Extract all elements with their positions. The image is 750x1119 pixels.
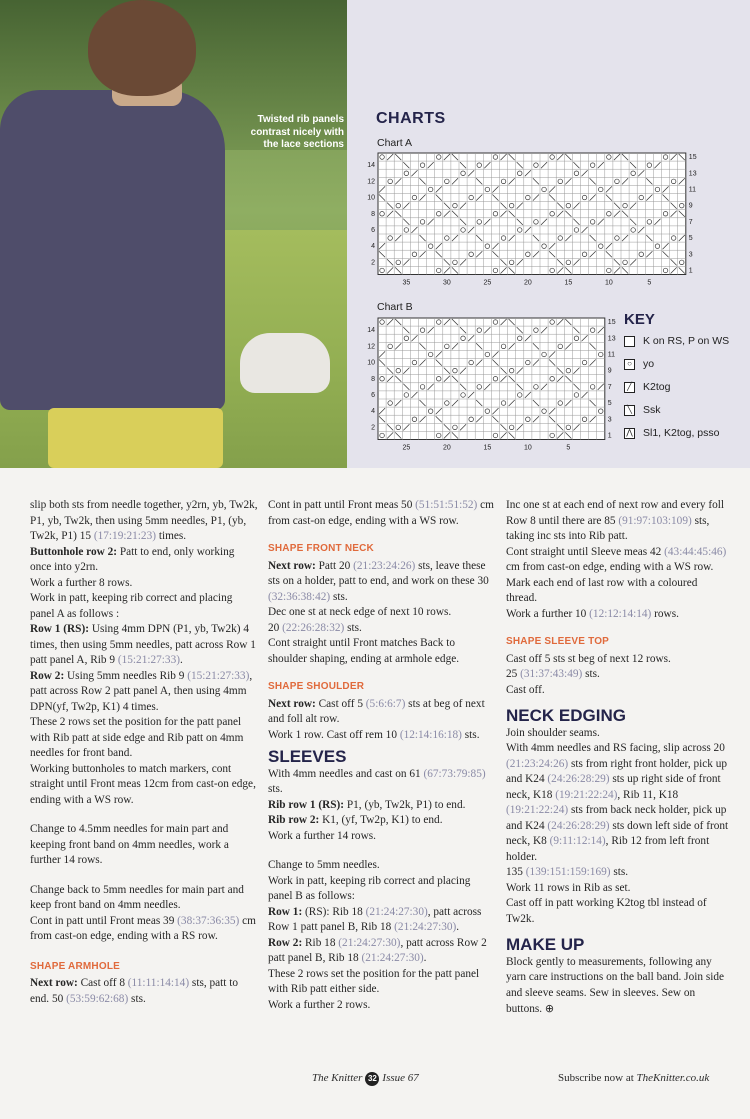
- key-item-k2tog: ╱ K2tog: [624, 381, 670, 393]
- blank-square-icon: [624, 336, 635, 347]
- page-footer-left: The Knitter 32 Issue 67: [312, 1072, 419, 1084]
- svg-text:3: 3: [607, 416, 612, 424]
- circle-square-icon: ○: [624, 359, 635, 370]
- svg-text:15: 15: [483, 444, 492, 452]
- text-column-1: slip both sts from needle together, y2rn, yb, Tw2k, P1, yb, Tw2k, then using 5mm needles, P1, (yb, Tw2k, P1) 15 (17:19:21:23) times. Buttonhole row 2: Patt to end, only working once into y2rn. Work a further 8 rows. Work in patt, keeping rib correct and placing panel A as follows : Row 1 (RS): Using 4mm DPN (P1, yb, Tw2k) 4 times, then using 5mm needles, patt across Row 1 patt panel A, Rib 9 (15:21:27:33). Row 2: Using 5mm needles Rib 9 (15:21:27:33), patt across Row 2 patt panel A, then using 4mm DPN(yf, Tw2p, K1) 4 times. These 2 rows set the position for the patt panel with Rib patt at side edge and Rib patt on 4mm needles for front band. Working buttonholes to match markers, cont straight until Front meas 12cm from cast-on edge, ending with a WS row. Change to 4.5mm needles for main part and keeping front band on 4mm needles, work a further 14 rows. Change back to 5mm needles for main part and keep front band on 4mm needles. Cont in patt until Front meas 39 (38:37:36:35) cm from cast-on edge, ending with a RS row. SHAPE ARMHOLE Next row: Cast off 8 (11:11:14:14) sts, patt to end. 50 (53:59:62:68) sts.: [30, 499, 258, 1005]
- svg-text:6: 6: [371, 391, 375, 399]
- model-photo: [0, 0, 347, 468]
- svg-text:5: 5: [607, 400, 612, 408]
- svg-text:8: 8: [371, 375, 375, 383]
- svg-text:2: 2: [371, 259, 375, 267]
- svg-text:5: 5: [688, 235, 693, 243]
- chart-b-label: Chart B: [377, 301, 413, 313]
- page-footer-right: Subscribe now at TheKnitter.co.uk: [558, 1072, 710, 1084]
- svg-text:3: 3: [688, 251, 693, 259]
- sl1-k2tog-psso-icon: ⋀: [624, 428, 635, 439]
- svg-text:15: 15: [564, 279, 573, 287]
- key-item-knit: K on RS, P on WS: [624, 335, 729, 347]
- svg-text:4: 4: [371, 408, 375, 416]
- svg-text:10: 10: [604, 279, 613, 287]
- svg-text:2: 2: [371, 424, 375, 432]
- svg-text:5: 5: [566, 444, 571, 452]
- svg-text:13: 13: [607, 335, 616, 343]
- model-hair: [88, 0, 196, 96]
- svg-text:25: 25: [402, 444, 411, 452]
- cardigan: [0, 90, 225, 410]
- heading-shape-front-neck: SHAPE FRONT NECK: [268, 543, 374, 554]
- svg-text:25: 25: [483, 279, 492, 287]
- svg-text:7: 7: [688, 218, 693, 226]
- key-item-sl1k2togpsso: ⋀ Sl1, K2tog, psso: [624, 427, 719, 439]
- svg-text:10: 10: [367, 359, 375, 367]
- svg-text:11: 11: [607, 351, 616, 359]
- svg-text:1: 1: [607, 432, 612, 440]
- svg-text:20: 20: [442, 444, 451, 452]
- svg-text:10: 10: [523, 444, 532, 452]
- chart-a-label: Chart A: [377, 137, 413, 149]
- text-column-3: Inc one st at each end of next row and every foll Row 8 until there are 85 (91:97:103:109) sts, taking inc sts into Rib patt. Cont straight until Sleeve meas 42 (43:44:45:46) cm from cast-on edge, ending with a WS row. Mark each end of last row with a coloured thread. Work a further 10 (12:12:14:14) rows. SHAPE SLEEVE TOP Cast off 5 sts st beg of next 12 rows. 25 (31:37:43:49) sts. Cast off. NECK EDGING Join shoulder seams. With 4mm needles and RS facing, slip across 20 (21:23:24:26) sts from right front holder, pick up and K24 (24:26:28:29) sts up right side of front neck, K18 (19:21:22:24), Rib 11, K18 (19:21:22:24) sts from back neck holder, pick up and K24 (24:26:28:29) sts down left side of front neck, K8 (9:11:12:14), Rib 12 from left front holder. 135 (139:151:159:169) sts. Work 11 rows in Rib as set. Cast off in patt working K2tog tbl instead of Tw2k. MAKE UP Block gently to measurements, following any yarn care instructions on the ball band. Join side and sleeve seams. Sew in sleeves. Sew on buttons. ⊕: [506, 499, 729, 1015]
- svg-text:1: 1: [688, 267, 693, 275]
- key-item-ssk: ╲ Ssk: [624, 404, 661, 416]
- svg-text:13: 13: [688, 170, 697, 178]
- page-number: 32: [365, 1072, 379, 1086]
- charts-title: CHARTS: [376, 110, 446, 127]
- photo-caption: Twisted rib panels contrast nicely with the lace sections: [250, 114, 344, 150]
- svg-text:15: 15: [688, 154, 697, 162]
- svg-text:7: 7: [607, 383, 612, 391]
- heading-sleeves: SLEEVES: [268, 747, 347, 766]
- slash-square-icon: ╱: [624, 382, 635, 393]
- svg-text:14: 14: [367, 327, 375, 335]
- svg-text:20: 20: [523, 279, 532, 287]
- svg-text:4: 4: [371, 243, 375, 251]
- key-item-yo: ○ yo: [624, 358, 654, 370]
- svg-text:35: 35: [402, 279, 411, 287]
- heading-neck-edging: NECK EDGING: [506, 706, 626, 725]
- logo-icon: ⊕: [544, 1002, 555, 1015]
- heading-shape-sleeve-top: SHAPE SLEEVE TOP: [506, 636, 610, 647]
- key-title: KEY: [624, 311, 655, 328]
- chart-b-grid: [360, 313, 616, 455]
- heading-shape-armhole: SHAPE ARMHOLE: [30, 960, 121, 972]
- svg-text:8: 8: [371, 210, 375, 218]
- svg-text:12: 12: [367, 343, 375, 351]
- svg-text:5: 5: [647, 279, 652, 287]
- svg-text:10: 10: [367, 194, 375, 202]
- svg-text:30: 30: [442, 279, 451, 287]
- svg-text:15: 15: [607, 319, 616, 327]
- dog: [240, 333, 330, 393]
- chart-a-grid: [360, 148, 700, 290]
- heading-shape-shoulder: SHAPE SHOULDER: [268, 681, 365, 692]
- heading-make-up: MAKE UP: [506, 935, 585, 954]
- svg-text:11: 11: [688, 186, 697, 194]
- svg-text:9: 9: [688, 202, 693, 210]
- svg-text:6: 6: [371, 226, 375, 234]
- text-column-2: Cont in patt until Front meas 50 (51:51:51:52) cm from cast-on edge, ending with a WS row. SHAPE FRONT NECK Next row: Patt 20 (21:23:24:26) sts, leave these sts on a holder, patt to end, and work on these 30 (32:36:38:42) sts. Dec one st at neck edge of next 10 rows. 20 (22:26:28:32) sts. Cont straight until Front matches Back to shoulder shaping, ending at armhole edge. SHAPE SHOULDER Next row: Cast off 5 (5:6:6:7) sts at beg of next and foll alt row. Work 1 row. Cast off rem 10 (12:14:16:18) sts. SLEEVES With 4mm needles and cast on 61 (67:73:79:85) sts. Rib row 1 (RS): P1, (yb, Tw2k, P1) to end. Rib row 2: K1, (yf, Tw2p, K1) to end. Work a further 14 rows. Change to 5mm needles. Work in patt, keeping rib correct and placing panel B as follows: Row 1: (RS): Rib 18 (21:24:27:30), patt across Row 1 patt panel B, Rib 18 (21:24:27:30). Row 2: Rib 18 (21:24:27:30), patt across Row 2 patt panel B, Rib 18 (21:24:27:30). These 2 rows set the position for the patt panel with Rib patt either side. Work a further 2 rows.: [268, 498, 496, 1013]
- svg-text:14: 14: [367, 162, 375, 170]
- svg-text:9: 9: [607, 367, 612, 375]
- svg-text:12: 12: [367, 178, 375, 186]
- backslash-square-icon: ╲: [624, 405, 635, 416]
